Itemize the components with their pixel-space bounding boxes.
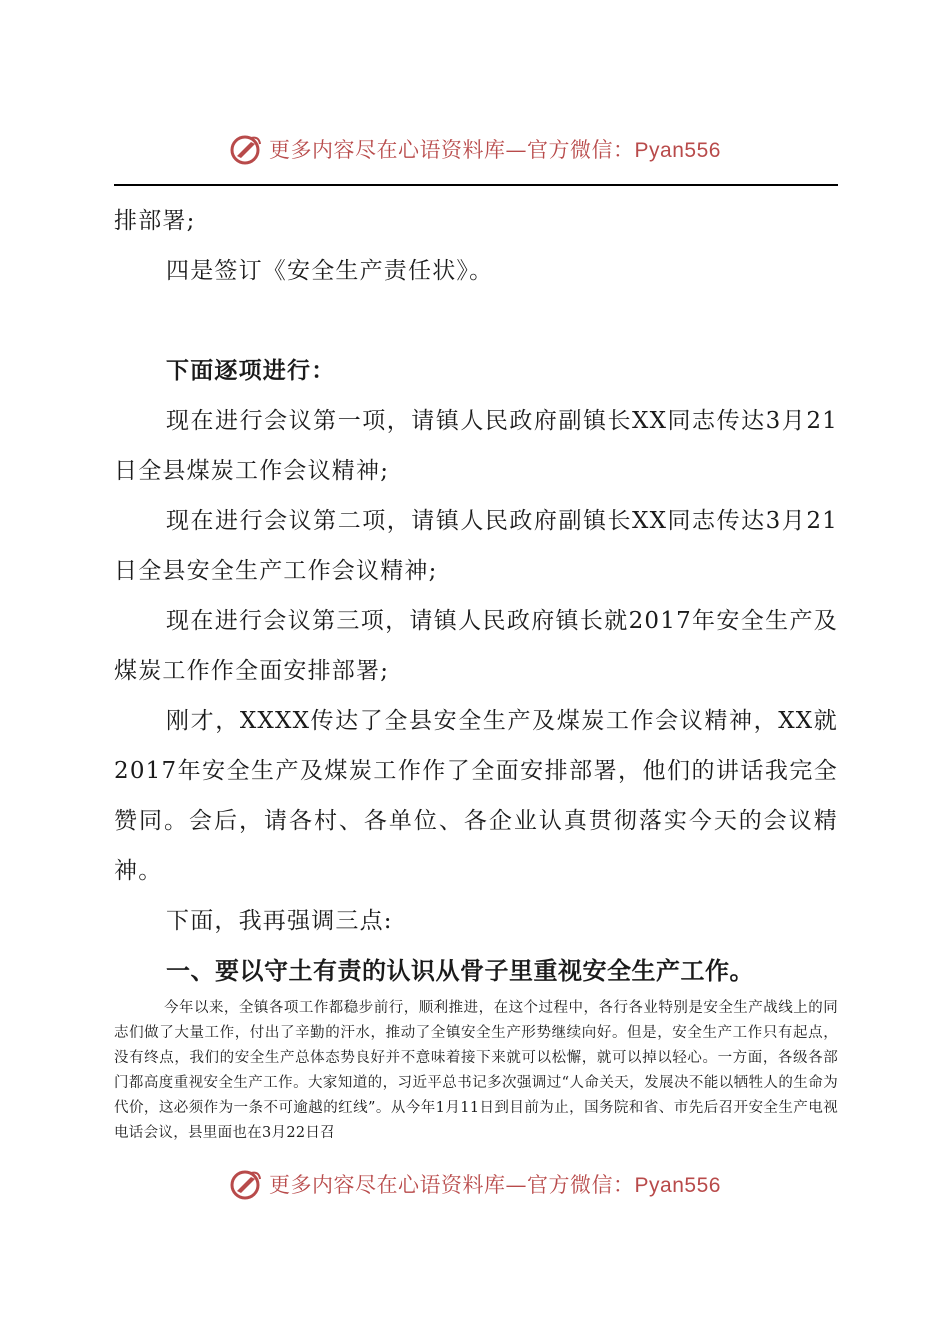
paragraph-6: 现在进行会议第三项，请镇人民政府镇长就2017年安全生产及煤炭工作作全面安排部署; — [114, 608, 838, 684]
header-banner-wechat: Pyan556 — [634, 139, 721, 162]
paragraph-2: 四是签订《安全生产责任状》。 — [166, 258, 494, 284]
brand-logo-icon — [229, 1167, 263, 1201]
footer-banner-wechat: Pyan556 — [634, 1174, 721, 1197]
paragraph-7: 刚才，XXXX传达了全县安全生产及煤炭工作会议精神，XX就2017年安全生产及煤炭工作作了全面安排部署，他们的讲话我完全赞同。会后，请各村、各单位、各企业认真贯彻落实今天的会议精神。 — [114, 708, 838, 884]
brand-logo-icon — [229, 132, 263, 166]
blank-line — [114, 296, 838, 346]
header-banner — [0, 129, 950, 169]
header-divider — [114, 184, 838, 186]
footer-banner-text: 更多内容尽在心语资料库—官方微信： — [269, 1173, 635, 1197]
paragraph-1: 排部署; — [114, 208, 196, 234]
header-banner-text: 更多内容尽在心语资料库—官方微信： — [269, 138, 635, 162]
footer-banner — [0, 1164, 950, 1204]
paragraph-5: 现在进行会议第二项，请镇人民政府副镇长XX同志传达3月21日全县安全生产工作会议精神; — [114, 508, 838, 584]
paragraph-9: 今年以来，全镇各项工作都稳步前行，顺利推进，在这个过程中，各行各业特别是安全生产战线上的同志们做了大量工作，付出了辛勤的汗水，推动了全镇安全生产形势继续向好。但是，安全生产工作只有起点，没有终点，我们的安全生产总体态势良好并不意味着接下来就可以松懈，就可以掉以轻心。一方面，各级各部门都高度重视安全生产工作。大家知道的，习近平总书记多次强调过“人命关天，发展决不能以牺牲人的生命为代价，这必须作为一条不可逾越的红线”。从今年1月11日到目前为止，国务院和省、市先后召开安全生产电视电话会议，县里面也在3月22日召 — [114, 1000, 838, 1141]
section-heading-1: 一、要以守土有责的认识从骨子里重视安全生产工作。 — [166, 957, 754, 985]
paragraph-3: 下面逐项进行： — [166, 358, 336, 384]
paragraph-4: 现在进行会议第一项，请镇人民政府副镇长XX同志传达3月21日全县煤炭工作会议精神; — [114, 408, 838, 484]
paragraph-8: 下面，我再强调三点: — [166, 908, 393, 934]
document-body — [114, 196, 838, 1146]
